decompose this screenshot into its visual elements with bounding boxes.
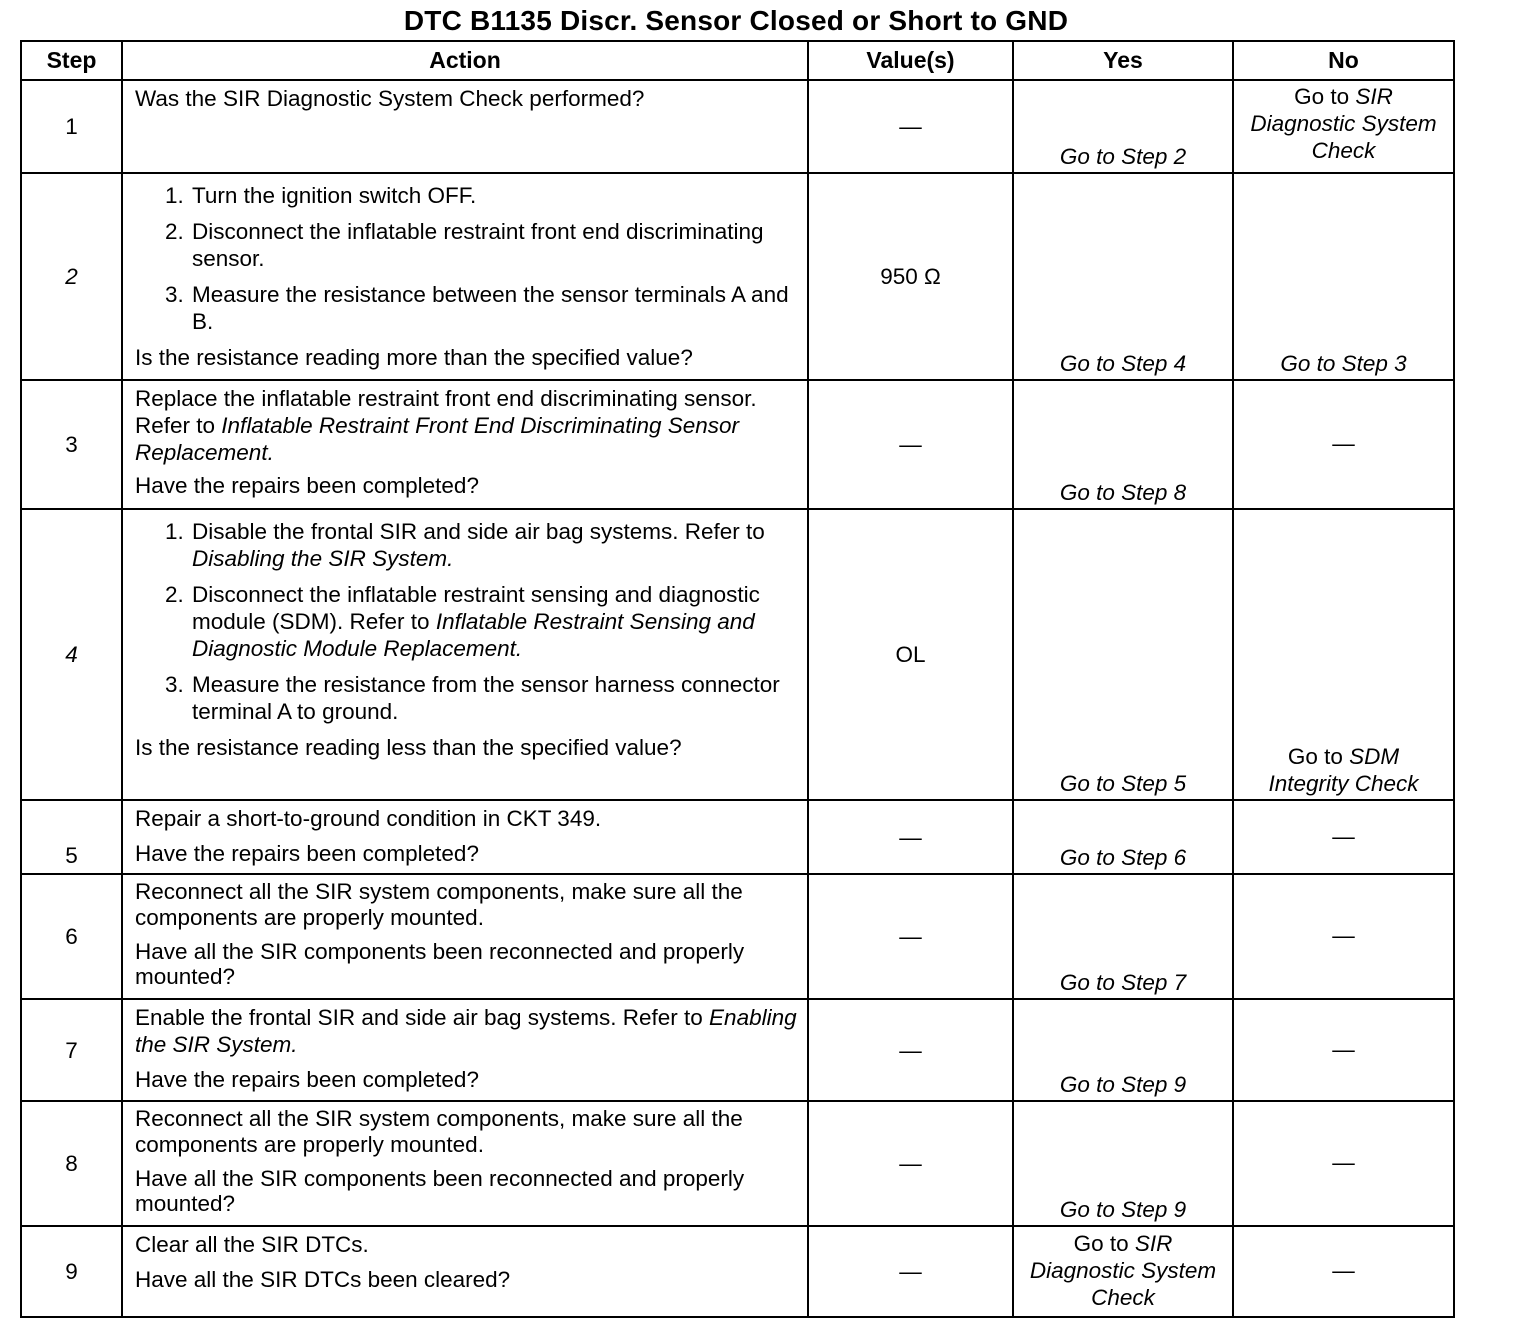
action-cell bbox=[122, 1101, 808, 1226]
action-cell bbox=[122, 380, 808, 509]
action-text-plain: Disable the frontal SIR and side air bag systems. Refer to bbox=[192, 519, 765, 544]
no-link[interactable]: SIR Diagnostic System Check bbox=[1250, 84, 1437, 163]
yes-cell: Go to Step 2 bbox=[1013, 80, 1233, 173]
reference-link[interactable]: Inflatable Restraint Sensing and Diagnostic Module Replacement. bbox=[192, 609, 755, 661]
header-values: Value(s) bbox=[808, 41, 1013, 80]
no-link[interactable]: SDM bbox=[1349, 744, 1400, 769]
step-number: 4 bbox=[21, 509, 122, 800]
table-row bbox=[21, 380, 1454, 509]
no-cell: — bbox=[1233, 1226, 1454, 1317]
action-question: Have all the SIR components been reconnected and properly mounted? bbox=[135, 1166, 745, 1216]
step-number: 7 bbox=[21, 999, 122, 1101]
action-cell bbox=[122, 874, 808, 999]
no-cell: — bbox=[1233, 999, 1454, 1101]
value-cell: OL bbox=[808, 509, 1013, 800]
document-title: DTC B1135 Discr. Sensor Closed or Short to GND bbox=[403, 5, 1069, 36]
action-question: Have the repairs been completed? bbox=[135, 473, 479, 498]
action-cell bbox=[122, 509, 808, 800]
action-question: Is the resistance reading more than the specified value? bbox=[135, 345, 693, 370]
step-number: 5 bbox=[21, 800, 122, 874]
value-cell: — bbox=[808, 80, 1013, 173]
table-row bbox=[21, 1226, 1454, 1317]
header-no: No bbox=[1233, 41, 1454, 80]
action-step-item: 3. Measure the resistance between the sensor terminals A and B. bbox=[190, 281, 797, 335]
no-cell: — bbox=[1233, 800, 1454, 874]
action-text bbox=[135, 385, 797, 466]
yes-cell: Go to Step 5 bbox=[1013, 509, 1233, 800]
action-step-item: 3. Measure the resistance from the sensor harness connector terminal A to ground. bbox=[190, 671, 797, 725]
reference-link[interactable]: Inflatable Restraint Front End Discriminating Sensor Replacement. bbox=[135, 413, 740, 465]
step-number: 3 bbox=[21, 380, 122, 509]
action-text: Clear all the SIR DTCs. bbox=[135, 1232, 369, 1257]
table-row bbox=[21, 999, 1454, 1101]
no-cell: — bbox=[1233, 874, 1454, 999]
action-text: Reconnect all the SIR system components, make sure all the components are properly mounted. bbox=[135, 1106, 743, 1157]
value-cell: — bbox=[808, 1101, 1013, 1226]
action-cell bbox=[122, 1226, 808, 1317]
header-row bbox=[21, 41, 1454, 80]
table-row bbox=[21, 509, 1454, 800]
action-text: Repair a short-to-ground condition in CKT 349. bbox=[135, 806, 602, 831]
action-question: Have the repairs been completed? bbox=[135, 841, 479, 866]
header-action: Action bbox=[122, 41, 808, 80]
value-cell: — bbox=[808, 874, 1013, 999]
yes-cell: Go to Step 9 bbox=[1013, 1101, 1233, 1226]
action-question: Is the resistance reading less than the specified value? bbox=[135, 735, 682, 760]
value-cell: — bbox=[808, 1226, 1013, 1317]
yes-prefix: Go to bbox=[1073, 1231, 1135, 1256]
step-number: 9 bbox=[21, 1226, 122, 1317]
action-question: Was the SIR Diagnostic System Check performed? bbox=[135, 86, 645, 111]
action-step-item bbox=[190, 518, 797, 572]
action-text: Reconnect all the SIR system components, make sure all the components are properly mounted. bbox=[135, 879, 743, 930]
table-row bbox=[21, 800, 1454, 874]
yes-cell: Go to Step 6 bbox=[1013, 800, 1233, 874]
step-number: 8 bbox=[21, 1101, 122, 1226]
action-question: Have all the SIR components been reconnected and properly mounted? bbox=[135, 939, 745, 989]
action-step-item: 2. Disconnect the inflatable restraint front end discriminating sensor. bbox=[190, 218, 797, 272]
yes-cell: Go to Step 4 bbox=[1013, 173, 1233, 380]
no-prefix: Go to bbox=[1287, 744, 1350, 769]
table-row bbox=[21, 874, 1454, 999]
no-cell bbox=[1233, 509, 1454, 800]
no-cell bbox=[1233, 80, 1454, 173]
no-link[interactable]: Integrity Check bbox=[1268, 771, 1419, 796]
action-cell bbox=[122, 80, 808, 173]
header-step: Step bbox=[21, 41, 122, 80]
yes-cell: Go to Step 9 bbox=[1013, 999, 1233, 1101]
reference-link[interactable]: Enabling the SIR System. bbox=[135, 1005, 797, 1057]
action-question: Have all the SIR DTCs been cleared? bbox=[135, 1267, 511, 1292]
action-cell bbox=[122, 800, 808, 874]
yes-cell bbox=[1013, 1226, 1233, 1317]
step-number: 1 bbox=[21, 80, 122, 173]
value-cell: — bbox=[808, 999, 1013, 1101]
header-yes: Yes bbox=[1013, 41, 1233, 80]
step-number: 2 bbox=[21, 173, 122, 380]
action-question: Have the repairs been completed? bbox=[135, 1067, 479, 1092]
no-cell: — bbox=[1233, 380, 1454, 509]
diagnostic-table bbox=[20, 40, 1455, 1318]
action-text-plain: Disconnect the inflatable restraint sensing and diagnostic module (SDM). Refer to bbox=[192, 582, 760, 634]
action-text-plain: Replace the inflatable restraint front end discriminating sensor. Refer to bbox=[135, 386, 757, 438]
value-cell: — bbox=[808, 380, 1013, 509]
table-row bbox=[21, 173, 1454, 380]
yes-cell: Go to Step 7 bbox=[1013, 874, 1233, 999]
no-cell: — bbox=[1233, 1101, 1454, 1226]
yes-link[interactable]: SIR Diagnostic System Check bbox=[1029, 1231, 1217, 1310]
action-steps bbox=[135, 518, 797, 725]
no-prefix: Go to bbox=[1294, 84, 1356, 109]
step-number: 6 bbox=[21, 874, 122, 999]
action-text-plain: Enable the frontal SIR and side air bag systems. Refer to bbox=[135, 1005, 710, 1030]
action-text bbox=[135, 1004, 797, 1058]
value-cell: 950 Ω bbox=[808, 173, 1013, 380]
action-cell bbox=[122, 173, 808, 380]
value-cell: — bbox=[808, 800, 1013, 874]
action-cell bbox=[122, 999, 808, 1101]
yes-cell: Go to Step 8 bbox=[1013, 380, 1233, 509]
action-steps bbox=[135, 182, 797, 335]
action-step-item bbox=[190, 581, 797, 662]
action-step-item: 1. Turn the ignition switch OFF. bbox=[190, 182, 797, 209]
reference-link[interactable]: Disabling the SIR System. bbox=[192, 546, 454, 571]
table-row bbox=[21, 80, 1454, 173]
no-cell: Go to Step 3 bbox=[1233, 173, 1454, 380]
table-row bbox=[21, 1101, 1454, 1226]
